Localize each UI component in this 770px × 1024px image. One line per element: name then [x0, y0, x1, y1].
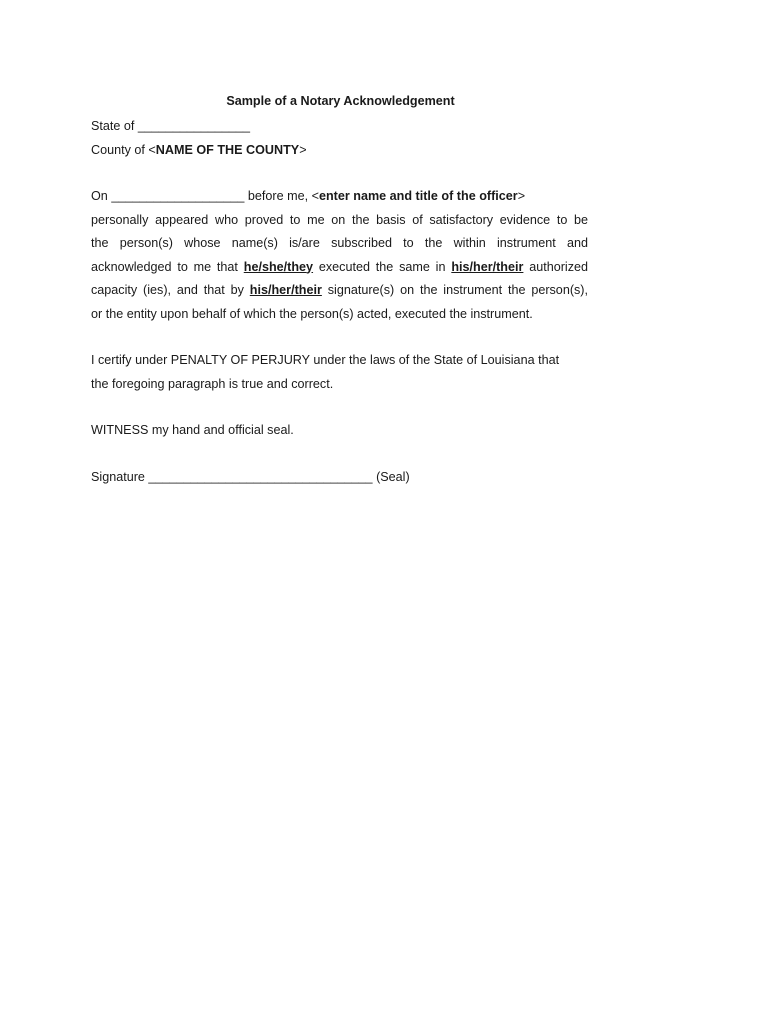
- paragraph1-line1: [91, 185, 588, 209]
- signature-blank: ________________________________: [148, 469, 373, 484]
- on-label: On: [91, 189, 108, 203]
- before-me-text: before me, <: [247, 189, 319, 203]
- state-line: [91, 115, 588, 139]
- acknowledgement-paragraph: [91, 185, 588, 326]
- paragraph1-line2: personally appeared who proved to me on the basis of satisfactory evidence to be: [91, 212, 588, 227]
- spacer: [91, 326, 588, 349]
- paragraph1-line4: [91, 256, 588, 280]
- county-open-bracket: <: [148, 142, 156, 157]
- signature-label: Signature: [91, 469, 145, 484]
- spacer: [91, 162, 588, 185]
- perjury-paragraph: [91, 349, 588, 396]
- state-blank: ________________: [137, 119, 250, 133]
- line5-text-b: signature(s) on the instrument the person(s),: [327, 283, 589, 297]
- witness-line: WITNESS my hand and official seal.: [91, 423, 294, 437]
- date-blank: ___________________: [111, 189, 245, 203]
- line4-text-a: acknowledged to me that: [91, 259, 238, 274]
- pronoun-he-she-they: he/she/they: [243, 259, 314, 274]
- line5-text-a: capacity (ies), and that by: [91, 283, 244, 297]
- county-value: NAME OF THE COUNTY: [155, 142, 300, 157]
- paragraph1-line5: [91, 279, 588, 303]
- signature-line: [91, 466, 588, 490]
- document-title: Sample of a Notary Acknowledgement: [226, 94, 455, 108]
- document-body: [91, 92, 588, 489]
- paragraph2-line2: the foregoing paragraph is true and correct.: [91, 376, 334, 391]
- line4-text-c: authorized: [529, 259, 589, 274]
- spacer: [91, 443, 588, 466]
- paragraph2-line1: I certify under PENALTY OF PERJURY under the laws of the State of Louisiana that: [91, 353, 560, 367]
- pronoun-his-her-their-2: his/her/their: [249, 283, 322, 297]
- line4-text-b: executed the same in: [318, 259, 446, 274]
- paragraph1-line6: or the entity upon behalf of which the person(s) acted, executed the instrument.: [91, 306, 533, 321]
- officer-close-bracket: >: [517, 189, 526, 203]
- state-label: State of: [91, 119, 135, 133]
- county-label: County of: [91, 142, 145, 157]
- paragraph1-line3: the person(s) whose name(s) is/are subscribed to the within instrument and: [91, 236, 588, 250]
- seal-label: (Seal): [376, 469, 410, 484]
- spacer: [91, 396, 588, 419]
- county-close-bracket: >: [299, 142, 307, 157]
- pronoun-his-her-their-1: his/her/their: [451, 259, 524, 274]
- officer-placeholder: enter name and title of the officer: [318, 189, 518, 203]
- county-line: [91, 139, 588, 163]
